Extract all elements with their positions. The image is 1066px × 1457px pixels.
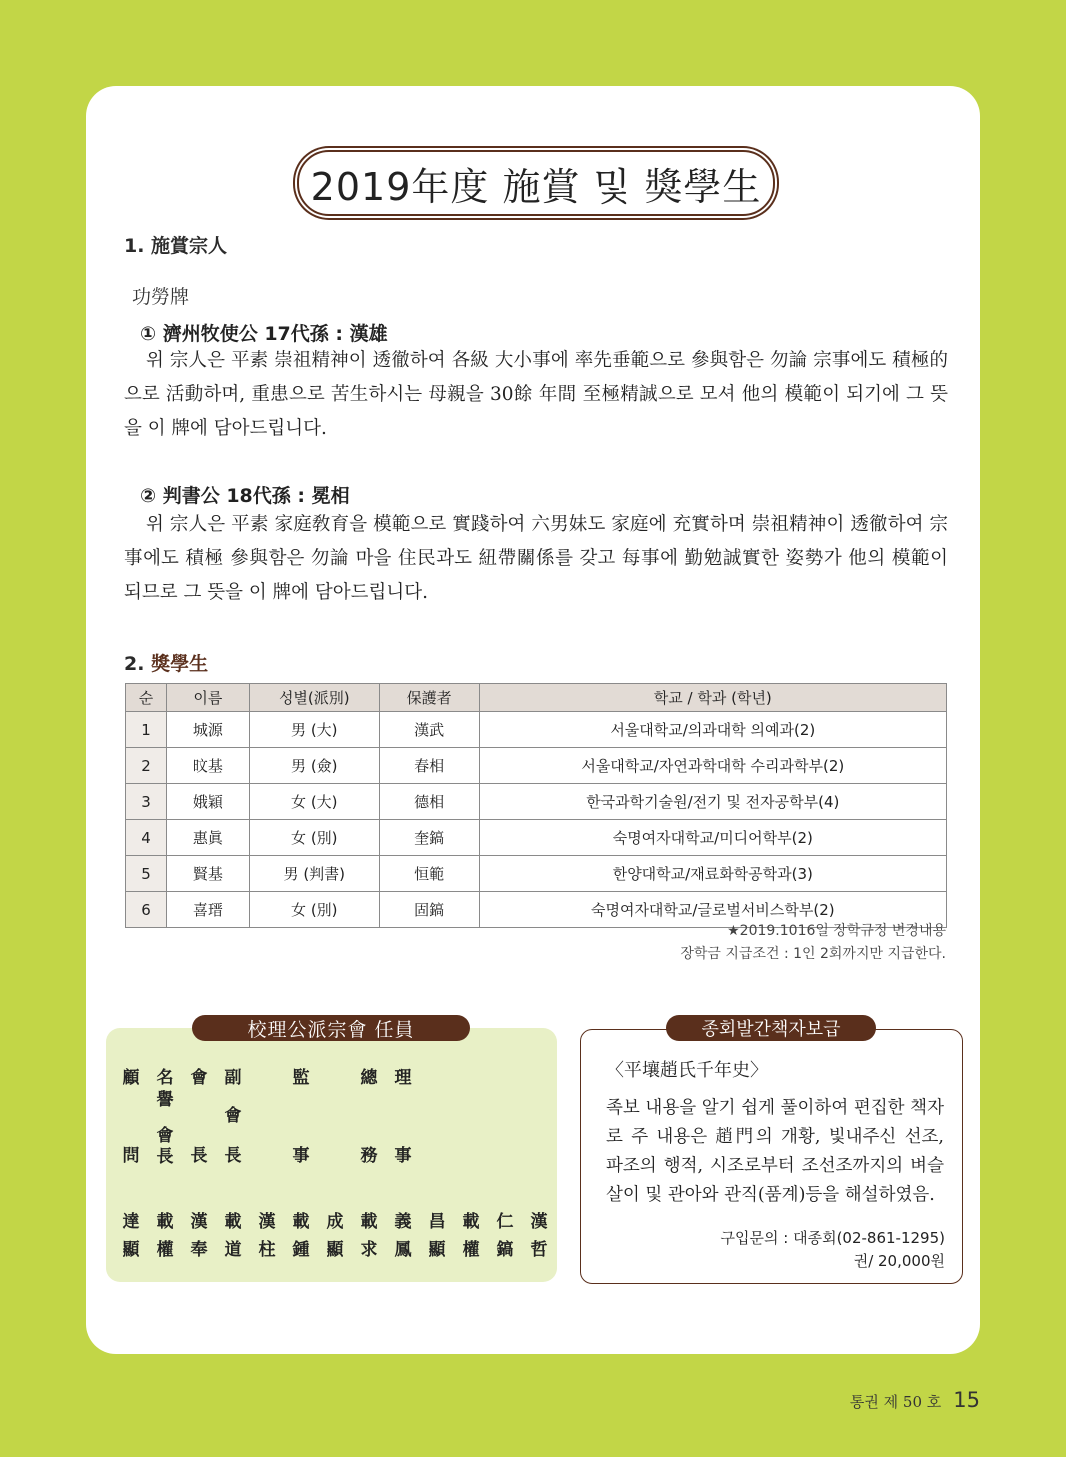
table-cell: 惠眞 <box>166 820 249 856</box>
officer-name-char: 載 <box>156 1212 174 1232</box>
officer-name-char: 漢 <box>190 1212 208 1232</box>
table-cell: 女 (大) <box>249 784 379 820</box>
officer-name-char: 載 <box>360 1212 378 1232</box>
officer-position-char: 會 <box>190 1068 208 1088</box>
award-item-2-text: 위 宗人은 平素 家庭敎育을 模範으로 實踐하여 六男妹도 家庭에 充實하며 崇祖精神이 透徹하여 宗事에도 積極 參與함은 勿論 마을 住民과도 紐帶關係를 갖고 每事에 勤勉誠實한 姿勢가 他의 模範이 되므로 그 뜻을 이 牌에 담아드립니다. <box>124 514 948 603</box>
table-row <box>126 712 947 748</box>
issue-number: 통권 제 50 호 <box>849 1393 942 1411</box>
table-cell: 서울대학교/의과대학 의예과(2) <box>479 712 946 748</box>
table-cell: 男 (大) <box>249 712 379 748</box>
officer-position-char: 監 <box>292 1068 310 1088</box>
column-header: 保護者 <box>379 684 479 712</box>
column-header: 학교 / 학과 (학년) <box>479 684 946 712</box>
section1-heading: 1. 施賞宗人 <box>124 235 228 257</box>
officer-name-char: 顯 <box>122 1240 140 1260</box>
officer-name-char: 載 <box>292 1212 310 1232</box>
book-title: 〈平壤趙氏千年史〉 <box>606 1060 768 1081</box>
table-cell: 1 <box>126 712 167 748</box>
section2-heading-main: 獎學生 <box>151 653 209 675</box>
officer-name-char: 達 <box>122 1212 140 1232</box>
officer-name-char: 道 <box>224 1240 242 1260</box>
officer-position-char: 問 <box>122 1146 140 1166</box>
table-cell: 女 (別) <box>249 892 379 928</box>
officer-position-char: 副 <box>224 1068 242 1088</box>
officer-name-char: 哲 <box>530 1240 548 1260</box>
officer-position-char: 會 <box>224 1106 242 1126</box>
officer-position-char: 理 <box>394 1068 412 1088</box>
page-title: 2019年度 施賞 및 獎學生 <box>297 150 775 216</box>
officer-name-char: 鎬 <box>496 1240 514 1260</box>
table-cell: 男 (判書) <box>249 856 379 892</box>
officer-name-char: 漢 <box>258 1212 276 1232</box>
officer-name-char: 奉 <box>190 1240 208 1260</box>
officer-name-char: 義 <box>394 1212 412 1232</box>
officer-name-char: 求 <box>360 1240 378 1260</box>
officer-name-char: 仁 <box>496 1212 514 1232</box>
table-cell: 漢武 <box>379 712 479 748</box>
officer-name-char: 載 <box>462 1212 480 1232</box>
table-row <box>126 820 947 856</box>
officer-name-char: 鍾 <box>292 1240 310 1260</box>
officer-position-char: 事 <box>394 1146 412 1166</box>
book-description: 족보 내용을 알기 쉽게 풀이하여 편집한 책자로 주 내용은 趙門의 개황, 빛내주신 선조, 파조의 행적, 시조로부터 조선조까지의 벼슬살이 및 관아와 관직(품계)등을 해설하였음. <box>606 1098 944 1205</box>
table-cell: 女 (別) <box>249 820 379 856</box>
column-header: 이름 <box>166 684 249 712</box>
table-row <box>126 856 947 892</box>
table-cell: 城源 <box>166 712 249 748</box>
officer-position-char: 事 <box>292 1146 310 1166</box>
officer-position-char: 務 <box>360 1146 378 1166</box>
table-cell: 한양대학교/재료화학공학과(3) <box>479 856 946 892</box>
book-price: 권/ 20,000원 <box>853 1252 945 1270</box>
officer-position-char: 會長 <box>156 1126 174 1167</box>
table-cell: 旼基 <box>166 748 249 784</box>
table-row <box>126 784 947 820</box>
award-item-2-heading: ② 判書公 18代孫 : 冕相 <box>140 485 350 507</box>
award-item-1-text: 위 宗人은 平素 崇祖精神이 透徹하여 各級 大小事에 率先垂範으로 參與함은 勿論 宗事에도 積極的으로 活動하며, 重患으로 苦生하시는 母親을 30餘 年間 至極精誠으로 모셔 他의 模範이 되기에 그 뜻을 이 牌에 담아드립니다. <box>124 350 948 439</box>
officer-name-char: 鳳 <box>394 1240 412 1260</box>
table-cell: 喜瑨 <box>166 892 249 928</box>
award-item-1-heading: ① 濟州牧使公 17代孫 : 漢雄 <box>140 323 388 345</box>
officer-name-char: 顯 <box>326 1240 344 1260</box>
officer-position-char: 譽 <box>156 1090 174 1110</box>
table-row <box>126 748 947 784</box>
table-cell: 賢基 <box>166 856 249 892</box>
table-cell: 4 <box>126 820 167 856</box>
officer-position-char: 長 <box>190 1146 208 1166</box>
column-header: 순 <box>126 684 167 712</box>
table-cell: 2 <box>126 748 167 784</box>
book-header: 종회발간책자보급 <box>666 1015 876 1041</box>
officer-name-char: 權 <box>462 1240 480 1260</box>
officer-position-char: 顧 <box>122 1068 140 1088</box>
scholarship-table <box>125 683 947 928</box>
table-cell: 德相 <box>379 784 479 820</box>
table-cell: 固鎬 <box>379 892 479 928</box>
scholarship-note-2: 장학금 지급조건 : 1인 2회까지만 지급한다. <box>680 946 946 962</box>
table-cell: 숙명여자대학교/미디어학부(2) <box>479 820 946 856</box>
page-footer <box>850 1388 980 1412</box>
table-cell: 6 <box>126 892 167 928</box>
officer-position-char: 長 <box>224 1146 242 1166</box>
section2-heading <box>124 649 208 676</box>
table-cell: 男 (僉) <box>249 748 379 784</box>
officer-name-char: 載 <box>224 1212 242 1232</box>
table-cell: 서울대학교/자연과학대학 수리과학부(2) <box>479 748 946 784</box>
table-cell: 5 <box>126 856 167 892</box>
scholarship-note-1: ★2019.1016일 장학규정 변경내용 <box>727 923 946 939</box>
officer-name-char: 昌 <box>428 1212 446 1232</box>
officer-name-char: 顯 <box>428 1240 446 1260</box>
table-cell: 3 <box>126 784 167 820</box>
table-cell: 한국과학기술원/전기 및 전자공학부(4) <box>479 784 946 820</box>
officer-name-char: 權 <box>156 1240 174 1260</box>
officer-position-char: 總 <box>360 1068 378 1088</box>
officer-name-char: 柱 <box>258 1240 276 1260</box>
officer-name-char: 漢 <box>530 1212 548 1232</box>
column-header: 성별(派別) <box>249 684 379 712</box>
page-number: 15 <box>953 1388 980 1412</box>
officer-position-char: 名 <box>156 1068 174 1088</box>
officers-title: 校理公派宗會 任員 <box>192 1015 470 1041</box>
section1-subheading: 功勞牌 <box>132 286 190 308</box>
section2-heading-prefix: 2. <box>124 653 152 675</box>
table-cell: 娥穎 <box>166 784 249 820</box>
table-cell: 恒範 <box>379 856 479 892</box>
book-contact: 구입문의 : 대종회(02-861-1295) <box>720 1229 945 1247</box>
table-cell: 春相 <box>379 748 479 784</box>
officer-name-char: 成 <box>326 1212 344 1232</box>
table-header-row <box>126 684 947 712</box>
table-cell: 奎鎬 <box>379 820 479 856</box>
table-cell: 숙명여자대학교/글로벌서비스학부(2) <box>479 892 946 928</box>
